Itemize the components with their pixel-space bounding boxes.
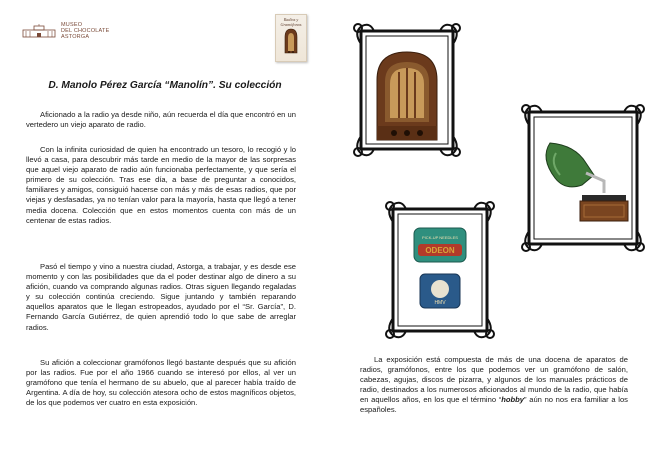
tins-frame	[384, 200, 496, 340]
radio-image	[352, 22, 462, 158]
tin-odeon-sub: PICK-UP NEEDLES	[422, 235, 458, 240]
museum-logo	[22, 22, 109, 41]
paragraph-1: Aficionado a la radio ya desde niño, aún recuerda el día que encontró en un vertedero un viejo aparato de radio.	[26, 110, 296, 130]
exhibition-paragraph	[360, 355, 628, 416]
page-title: D. Manolo Pérez García “Manolín”. Su colección	[48, 80, 282, 91]
hobby-word: hobby	[501, 395, 525, 405]
needle-tins-image	[384, 200, 496, 340]
tin-odeon-label: ODEON	[425, 246, 455, 255]
logo-line-2: DEL CHOCOLATE	[61, 28, 110, 35]
gramophone-frame	[520, 103, 646, 253]
logo-line-1: MUSEO	[61, 22, 83, 28]
museum-building-icon	[22, 24, 56, 38]
paragraph-4: Su afición a coleccionar gramófonos llegó bastante después que su afición por las radios. Fue por el año 1966 cuando se interesó por ellos, al ver un gramófono que tenía el hermano de su abuelo, que al parecer había traído de Argentina. A día de hoy, su colección atesora ocho de estos magníficos objetos, de los que podemos ver cuatro en esta exposición.	[26, 358, 296, 408]
tin-hmv-label: HMV	[434, 300, 446, 306]
right-page	[330, 0, 660, 467]
exhibition-text-before: La exposición está compuesta de más de una docena de aparatos de radios, gramófonos, entre los que podemos ver un gramófono de salón, cabezas, agujas, discos de pizarra, y algunos de los manuales prácticos de radio, destinados a los numerosos aficionados al mundo de la radio, que había en aquellos años, en los que el término “	[360, 355, 628, 405]
gramophone-image	[520, 103, 646, 253]
logo-line-3: ASTORGA	[61, 34, 90, 41]
book-thumbnail	[275, 14, 307, 62]
paragraph-3: Pasó el tiempo y vino a nuestra ciudad, Astorga, a trabajar, y es desde ese momento y con las posibilidades que da el poder destinar algo de dinero a su afición, cuando va comprando algunas radios. Otras siguen llegando regaladas y su colección continúa creciendo. Sigue juntando y también reparando aquellos aparatos que le llegan estropeados, ayudado por el “Sr. García”, D. Fernando García Gutiérrez, de quien aprendió todo lo que sabe de arreglar radios.	[26, 262, 296, 332]
book-radio-image	[276, 15, 306, 61]
radio-frame	[352, 22, 462, 158]
exhibition-text-after: ” aún no nos era familiar a los españoles.	[360, 395, 628, 415]
paragraph-2: Con la infinita curiosidad de quien ha encontrado un tesoro, lo recogió y lo llevó a casa, para descubrir más tarde en medio de la mayor de las sorpresas que aquel viejo aparato de radio aún funcionaba perfectamente, y que sería el primero de su colección. Tras ese día, a base de preguntar a conocidos, familiares y amigos, consiguió hacerse con más y más de esas radios, que por viejas y desfasadas, ya no tenían valor para la mayoría, hasta que llegó a tener media docena. Colección que en estos momentos cuenta con más de un centenar de estas radios.	[26, 145, 296, 225]
logo-text	[61, 22, 109, 41]
book-title: Radios y Gramófonos	[280, 17, 302, 27]
